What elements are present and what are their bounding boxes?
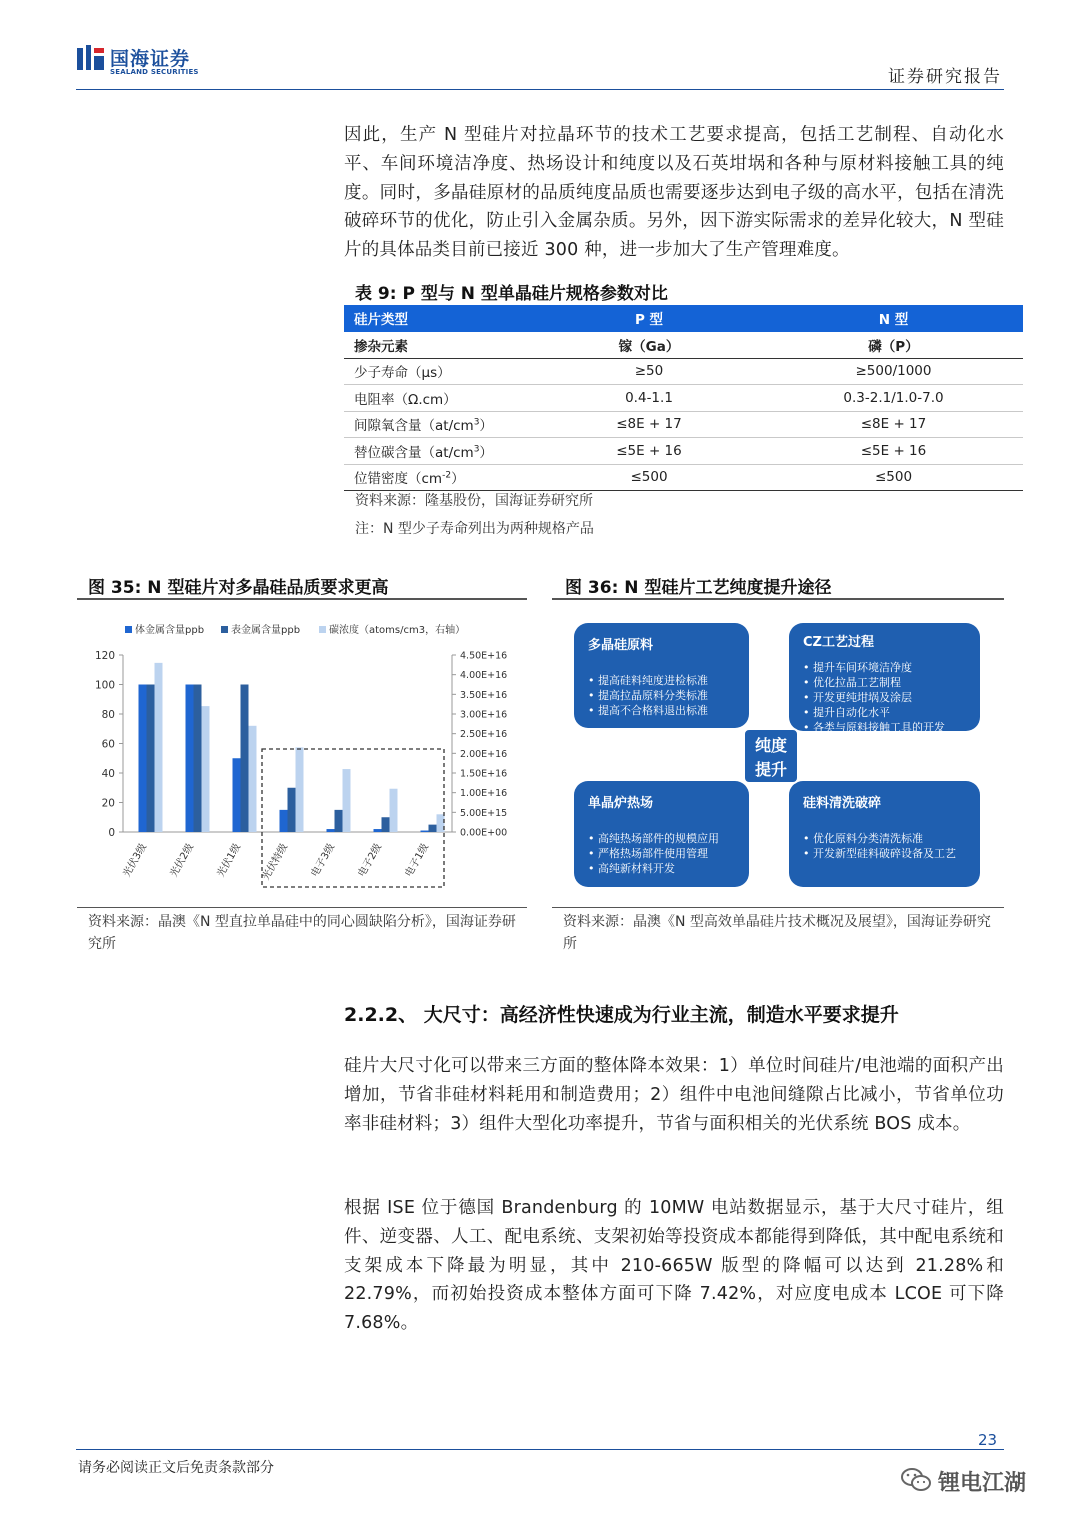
y-left-tick-label: 80	[101, 709, 115, 721]
y-right-tick-label: 3.00E+16	[460, 709, 508, 721]
table-cell: 掺杂元素	[344, 332, 534, 359]
chart-bar	[147, 685, 155, 833]
list-item: • 提高拉晶原料分类标准	[588, 688, 708, 703]
purity-center-label	[743, 728, 799, 784]
legend-swatch	[221, 626, 228, 633]
x-tick-label: 光伏2级	[168, 842, 197, 880]
cell-text: ）	[479, 444, 493, 461]
cell-text: 位错密度（cm	[354, 471, 443, 488]
watermark-text: 锂电江湖	[938, 1471, 1027, 1496]
sealand-logo-icon	[76, 44, 106, 74]
table-source: 资料来源：隆基股份，国海证券研究所	[355, 493, 593, 509]
chart-bar	[233, 758, 241, 832]
list-item: • 高纯热场部件的规模应用	[588, 831, 719, 846]
table-cell: ≤500	[534, 464, 764, 491]
y-right-tick-label: 1.50E+16	[460, 768, 508, 780]
y-left-tick-label: 100	[94, 679, 115, 692]
table-cell: 磷（P）	[764, 332, 1023, 359]
box-cz-process	[789, 623, 980, 734]
wechat-icon	[900, 1466, 932, 1494]
polysilicon-quality-chart	[77, 612, 527, 902]
cell-text: ）	[479, 418, 493, 435]
y-right-tick-label: 4.50E+16	[460, 650, 508, 662]
y-left-tick-label: 40	[101, 768, 115, 780]
box-list	[803, 831, 971, 861]
box-title: 多晶硅原料	[588, 638, 654, 653]
table-cell	[344, 411, 534, 438]
page-number: 23	[978, 1431, 998, 1449]
chart-bar	[335, 810, 343, 832]
box-list	[588, 673, 708, 718]
spec-table	[344, 305, 1023, 491]
y-right-tick-label: 2.00E+16	[460, 748, 508, 760]
figure35-source: 资料来源：晶澳《N 型直拉单晶硅中的同心圆缺陷分析》，国海证券研究所	[88, 914, 516, 952]
chart-bar	[327, 829, 335, 832]
legend-label: 体金属含量ppb	[135, 625, 205, 636]
figure36-top-rule	[552, 598, 1004, 600]
table-header-cell: P 型	[534, 305, 764, 332]
y-left-tick-label: 120	[94, 650, 115, 662]
figure36-bottom-rule	[552, 907, 1004, 908]
chart-bar	[382, 817, 390, 832]
table-header-cell: N 型	[764, 305, 1023, 332]
figure36-title: 图 36: N 型硅片工艺纯度提升途径	[565, 578, 832, 598]
paragraph-large-size-benefits: 硅片大尺寸化可以带来三方面的整体降本效果：1）单位时间硅片/电池端的面积产出增加，节省非硅材料耗用和制造费用；2）组件中电池间缝隙占比减小，节省单位功率非硅材料；3）组件大型化功率提升，节省与面积相关的光伏系统 BOS 成本。	[344, 1056, 1004, 1134]
chart-bar	[343, 769, 351, 832]
legend-label: 表金属含量ppb	[231, 625, 301, 636]
paragraph-n-type-process: 因此，生产 N 型硅片对拉晶环节的技术工艺要求提高，包括工艺制程、自动化水平、车间环境洁净度、热场设计和纯度以及石英坩埚和各种与原材料接触工具的纯度。同时，多晶硅原材的品质纯度品质也需要逐步达到电子级的高水平，包括在清洗破碎环节的优化，防止引入金属杂质。另外，因下游实际需求的差异化较大，N 型硅片的具体品类目前已接近 300 种，进一步加大了生产管理难度。	[344, 125, 1004, 261]
table-cell: 电阻率（Ω.cm）	[344, 385, 534, 412]
list-item: • 提高硅料纯度进检标准	[588, 673, 708, 688]
cell-text: 替位碳含量（at/cm	[354, 444, 474, 461]
list-item: • 提升自动化水平	[803, 705, 945, 720]
table-header-cell: 硅片类型	[344, 305, 534, 332]
chart-bar	[155, 663, 163, 832]
y-right-tick-label: 0.00E+00	[460, 827, 508, 839]
table-row	[344, 464, 1023, 491]
chart-bar	[390, 789, 398, 832]
chart-bar	[280, 810, 288, 832]
chart-bar	[186, 685, 194, 833]
chart-bar	[202, 706, 210, 832]
cell-text: 间隙氧含量（at/cm	[354, 418, 474, 435]
table-cell: ≤5E + 16	[764, 438, 1023, 465]
footer-divider	[76, 1449, 1004, 1450]
x-tick-label: 电子2级	[356, 842, 385, 880]
legend-label: 碳浓度（atoms/cm3，右轴）	[329, 625, 466, 636]
y-right-tick-label: 1.00E+16	[460, 788, 508, 800]
box-list	[588, 831, 719, 876]
table-row	[344, 332, 1023, 359]
table-header-row	[344, 305, 1023, 332]
header-divider	[76, 89, 1004, 90]
box-silicon-cleaning	[789, 781, 980, 887]
list-item: • 各类与原料接触工具的开发	[803, 720, 945, 735]
purity-improvement-diagram	[560, 618, 1000, 893]
list-item: • 开发更纯坩埚及涂层	[803, 690, 945, 705]
box-title: 硅料清洗破碎	[803, 796, 882, 811]
list-item: • 开发新型硅料破碎设备及工艺	[803, 846, 971, 861]
paragraph-ise-data: 根据 ISE 位于德国 Brandenburg 的 10MW 电站数据显示，基于大尺寸硅片，组件、逆变器、人工、配电系统、支架初始等投资成本都能得到降低，其中配电系统和支架成本下降最为明显，其中 210-665W 版型的降幅可以达到 21.28%和 22.79%，而初始投资成本整体方面可下降 7.42%，对应度电成本 LCOE 可下降 7.68%。	[344, 1198, 1004, 1334]
y-left-tick-label: 60	[101, 738, 115, 751]
report-type: 证券研究报告	[888, 67, 1002, 87]
logo-text-cn: 国海证券	[110, 48, 191, 70]
legend-swatch	[125, 626, 132, 633]
cell-sup: 3	[473, 444, 480, 455]
box-furnace-hotzone	[574, 781, 749, 887]
figure36-source: 资料来源：晶澳《N 型高效单晶硅片技术概况及展望》，国海证券研究所	[563, 914, 991, 952]
y-right-tick-label: 4.00E+16	[460, 670, 508, 682]
table-cell: 少子寿命（μs）	[344, 358, 534, 385]
table-cell: ≥500/1000	[764, 358, 1023, 385]
table-cell: 0.4-1.1	[534, 385, 764, 412]
x-tick-label: 光伏1级	[215, 842, 244, 880]
table-title: 表 9: P 型与 N 型单晶硅片规格参数对比	[355, 284, 668, 304]
list-item: • 优化原料分类清洗标准	[803, 831, 971, 846]
list-item: • 提高不合格料退出标准	[588, 703, 708, 718]
chart-bar	[374, 829, 382, 832]
table-cell: ≥50	[534, 358, 764, 385]
cell-sup: -2	[442, 470, 452, 481]
company-logo	[76, 44, 276, 80]
legend-swatch	[319, 626, 326, 633]
list-item: • 高纯新材料开发	[588, 861, 719, 876]
x-tick-label: 电子1级	[403, 842, 432, 880]
figure35-top-rule	[77, 598, 527, 600]
cell-text: ）	[451, 471, 465, 488]
box-polysilicon-raw	[574, 623, 749, 728]
table-cell: 0.3-2.1/1.0-7.0	[764, 385, 1023, 412]
x-tick-label: 电子3级	[309, 842, 338, 880]
chart-bar	[288, 788, 296, 832]
table-cell	[344, 438, 534, 465]
table-cell: ≤500	[764, 464, 1023, 491]
table-cell: ≤5E + 16	[534, 438, 764, 465]
figure35-title: 图 35: N 型硅片对多晶硅品质要求更高	[88, 578, 389, 598]
x-tick-label: 光伏3级	[121, 842, 150, 880]
disclaimer-note: 请务必阅读正文后免责条款部分	[78, 1460, 274, 1476]
table-cell: 镓（Ga）	[534, 332, 764, 359]
chart-bar	[296, 747, 304, 832]
chart-bar	[194, 685, 202, 833]
cell-sup: 3	[473, 417, 480, 428]
chart-bar	[249, 726, 257, 832]
center-line: 纯度	[754, 736, 787, 755]
table-row	[344, 438, 1023, 465]
table-row	[344, 385, 1023, 412]
table-cell: ≤8E + 17	[534, 411, 764, 438]
chart-bar	[421, 831, 429, 832]
y-right-tick-label: 2.50E+16	[460, 729, 508, 741]
section-heading: 2.2.2、 大尺寸：高经济性快速成为行业主流，制造水平要求提升	[344, 1004, 899, 1026]
x-tick-label: 光伏特级	[260, 842, 291, 883]
list-item: • 优化拉晶工艺制程	[803, 675, 945, 690]
y-right-tick-label: 5.00E+15	[460, 807, 508, 819]
logo-text-en: SEALAND SECURITIES	[110, 68, 199, 76]
table-row	[344, 358, 1023, 385]
table-note: 注：N 型少子寿命列出为两种规格产品	[355, 521, 594, 537]
y-right-tick-label: 3.50E+16	[460, 689, 508, 701]
list-item: • 严格热场部件使用管理	[588, 846, 719, 861]
y-left-tick-label: 20	[101, 797, 115, 810]
table-row	[344, 411, 1023, 438]
box-list	[803, 660, 945, 735]
table-cell	[344, 464, 534, 491]
figure35-bottom-rule	[77, 907, 527, 908]
chart-bar	[437, 814, 445, 832]
chart-bar	[241, 685, 249, 833]
box-title: 单晶炉热场	[588, 796, 654, 811]
table-cell: ≤8E + 17	[764, 411, 1023, 438]
chart-bar	[139, 685, 147, 833]
list-item: • 提升车间环境洁净度	[803, 660, 945, 675]
center-line: 提升	[754, 760, 787, 779]
box-title: CZ工艺过程	[803, 635, 874, 650]
y-left-tick-label: 0	[108, 827, 115, 839]
chart-bar	[429, 825, 437, 832]
